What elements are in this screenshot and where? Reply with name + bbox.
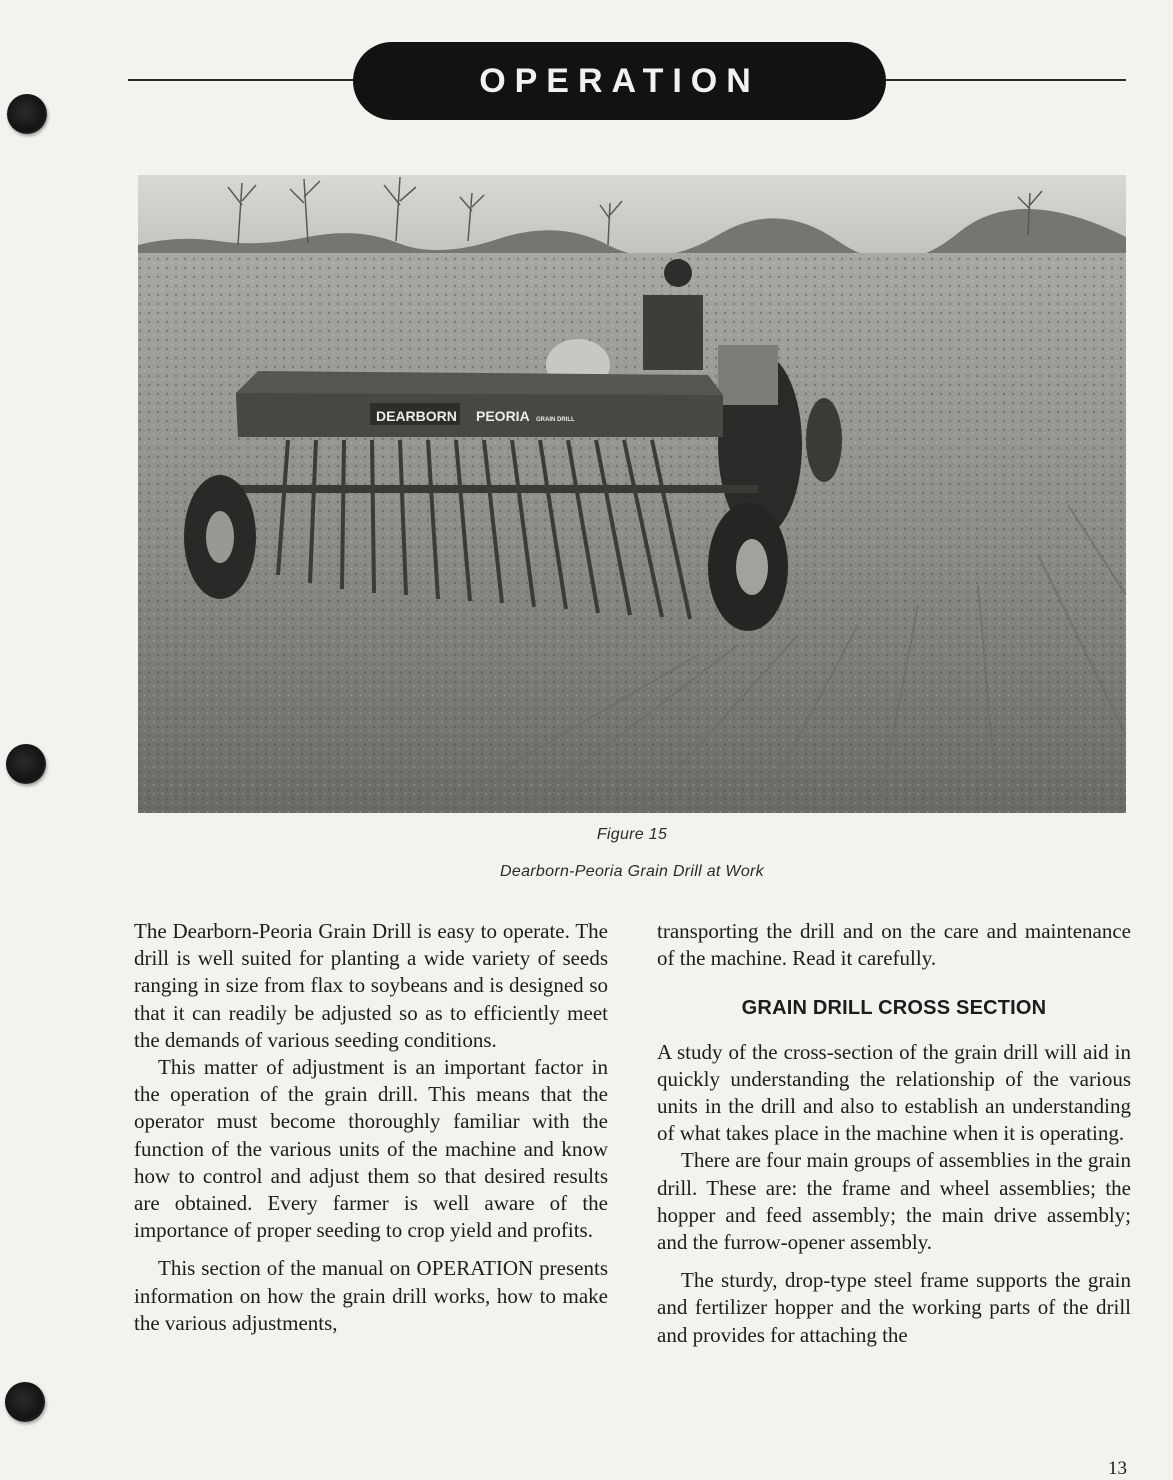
right-paragraph-4: The sturdy, drop-type steel frame supports the grain and fertilizer hopper and the working parts of the drill and provides for attaching the xyxy=(657,1268,1131,1347)
punch-hole-top xyxy=(7,94,47,134)
punch-hole-bottom xyxy=(5,1382,45,1422)
right-column xyxy=(657,918,1131,1349)
section-heading: GRAIN DRILL CROSS SECTION xyxy=(741,997,1047,1020)
figure-label: Figure 15 xyxy=(596,826,668,843)
page-title: OPERATION xyxy=(479,61,760,100)
right-paragraph-1: transporting the drill and on the care and maintenance of the machine. Read it carefully. xyxy=(657,919,1131,971)
header-rule-right xyxy=(880,79,1126,81)
figure-photo xyxy=(138,175,1126,813)
drill-brand-right: PEORIA xyxy=(476,408,530,424)
left-paragraph-2: This matter of adjustment is an important factor in the operation of the grain drill. This means that the operator must become thoroughly familiar with the function of the various units of the machine and know how to control and adjust them so that desired results are obtained. Every farmer is well aware of the importance of proper seeding to crop yield and profits. xyxy=(134,1055,608,1243)
figure-caption: Dearborn-Peoria Grain Drill at Work xyxy=(500,863,764,880)
page-number: 13 xyxy=(1108,1458,1127,1479)
drill-brand-small: GRAIN DRILL xyxy=(536,417,575,423)
right-paragraph-2: A study of the cross-section of the grain drill will aid in quickly understanding the relationship of the various units in the drill and also to establish an understanding of what takes place in the machine when it is operating. xyxy=(657,1039,1131,1146)
left-paragraph-1: The Dearborn-Peoria Grain Drill is easy to operate. The drill is well suited for planting a wide variety of seeds ranging in size from flax to soybeans and is designed so that it can readily be adjusted so as to efficiently meet the demands of various seeding conditions. xyxy=(134,919,608,1052)
left-column xyxy=(134,918,608,1337)
punch-hole-middle xyxy=(6,744,46,784)
drill-brand-left: DEARBORN xyxy=(376,408,457,424)
left-paragraph-3: This section of the manual on OPERATION presents information on how the grain drill works, how to make the various adjustments, xyxy=(134,1256,608,1335)
header-rule-left xyxy=(128,79,358,81)
right-paragraph-3: There are four main groups of assemblies in the grain drill. These are: the frame and wheel assemblies; the hopper and feed assembly; the main drive assembly; and the furrow-opener assembly. xyxy=(657,1148,1131,1255)
header-banner xyxy=(353,42,886,120)
